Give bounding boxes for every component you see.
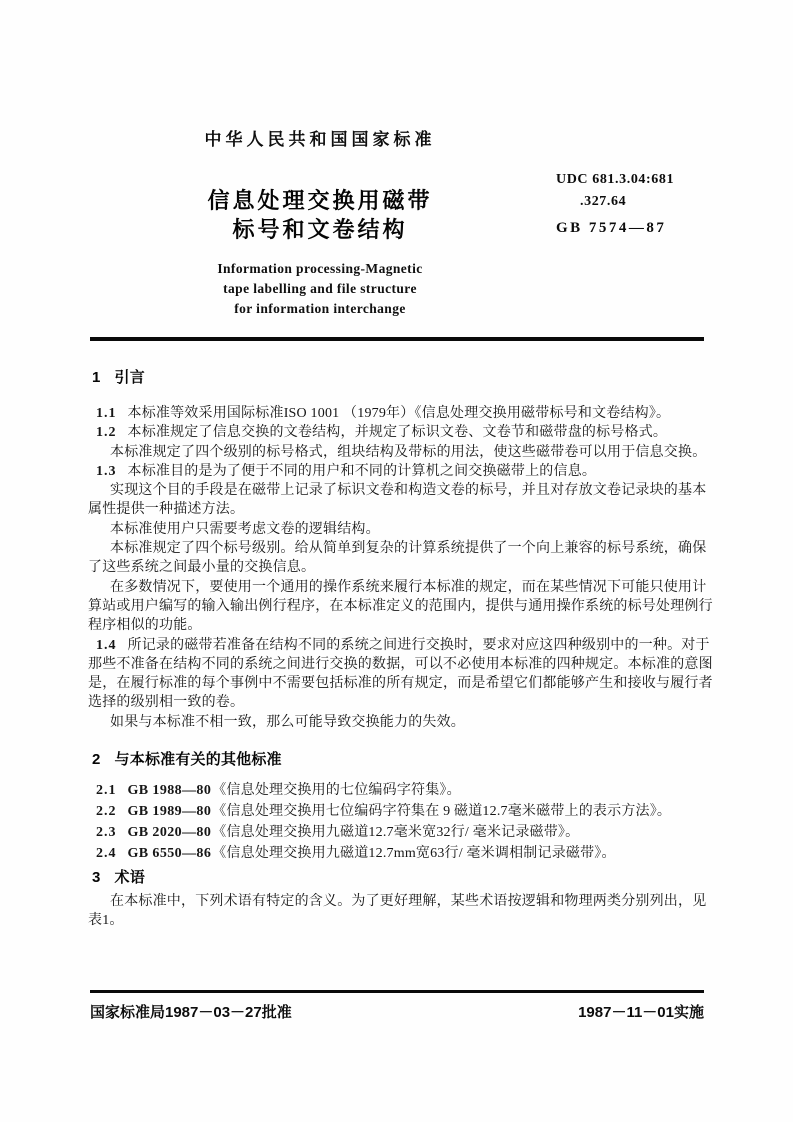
section-3-terminology: [88, 868, 713, 931]
title-en-line-1: Information processing-Magnetic: [217, 261, 423, 276]
clause-text: 选择的级别相一致的卷。: [88, 695, 245, 711]
section-title: 与本标准有关的其他标准: [114, 751, 282, 769]
body-line: [88, 616, 713, 635]
body-line: [88, 674, 713, 693]
section-number: 3: [92, 869, 101, 887]
body-line: [88, 693, 713, 712]
title-en-line-2: tape labelling and file structure: [223, 281, 417, 296]
clause-text: 所记录的磁带若准备在结构不同的系统之间进行交换时，要求对应这四种级别中的一种。对于: [127, 637, 710, 653]
body-line: [88, 597, 713, 616]
clause-text: 是，在履行标准的每个事例中不需要包括标准的所有规定，而是希望它们都能够产生和接收与履行者: [88, 676, 713, 692]
clause-label: 1.2: [96, 425, 117, 441]
body-line: [88, 892, 713, 911]
clause-label: 2.2: [96, 804, 117, 820]
document-header: [100, 125, 540, 319]
clause-label: 1.1: [96, 406, 117, 421]
clause-text: 本标准规定了四个标号级别。给从简单到复杂的计算系统提供了一个向上兼容的标号系统，确保: [110, 541, 707, 557]
section-1-introduction: [88, 368, 713, 732]
clause-text: 属性提供一种描述方法。: [88, 502, 245, 518]
clause-text: 那些不准备在结构不同的系统之间进行交换的数据，可以不必使用本标准的四种规定。本标准的意图: [88, 656, 713, 672]
standard-code: GB 2020—80: [127, 825, 212, 841]
standard-title-text: 《信息处理交换用九磁道12.7毫米宽32行/ 毫米记录磁带》。: [212, 825, 580, 841]
document-title-en: [100, 259, 540, 319]
section-heading: [88, 368, 713, 387]
body-line: [88, 713, 713, 732]
body-line: [88, 462, 713, 481]
clause-text: 表1。: [88, 913, 124, 929]
clause-text: 实现这个目的手段是在磁带上记录了标识文卷和构造文卷的标号，并且对存放文卷记录块的基本: [110, 483, 707, 499]
clause-text: 了这些系统之间最小量的交换信息。: [88, 560, 316, 576]
footer-divider: [90, 990, 704, 993]
body-line: [88, 500, 713, 519]
body-line: [88, 578, 713, 597]
section-number: 1: [92, 369, 101, 386]
body-line: [88, 911, 713, 930]
clause-label: 1.4: [96, 637, 117, 653]
standard-reference-line: [88, 843, 713, 864]
standard-title-text: 《信息处理交换用的七位编码字符集》。: [212, 783, 461, 799]
udc-number-line-2: .327.64: [580, 194, 627, 209]
standard-code: GB 1989—80: [127, 804, 212, 820]
clause-text: 本标准规定了信息交换的文卷结构，并规定了标识文卷、文卷节和磁带盘的标号格式。: [127, 425, 668, 441]
standard-number: GB 7574—87: [556, 220, 667, 236]
body-line: [88, 539, 713, 558]
clause-text: 本标准规定了四个级别的标号格式，组块结构及带标的用法，使这些磁带卷可以用于信息交换。: [110, 444, 707, 460]
body-line: [88, 636, 713, 655]
udc-number-line-1: UDC 681.3.04:681: [556, 172, 675, 187]
body-line: [88, 443, 713, 462]
body-line: [88, 558, 713, 577]
clause-label: 2.4: [96, 846, 117, 862]
body-line: [88, 655, 713, 674]
header-divider: [90, 337, 704, 341]
clause-text: 程序相似的功能。: [88, 618, 202, 634]
clause-text: 本标准使用户只需要考虑文卷的逻辑结构。: [110, 521, 380, 537]
body-line: [88, 481, 713, 500]
section-title: 引言: [114, 369, 145, 386]
clause-label: 1.3: [96, 463, 117, 479]
section-heading: [88, 868, 713, 887]
section-heading: [88, 750, 713, 769]
clause-text: 在多数情况下，要使用一个通用的操作系统来履行本标准的规定，而在某些情况下可能只使用计: [110, 579, 707, 595]
clause-text: 在本标准中，下列术语有特定的含义。为了更好理解，某些术语按逻辑和物理两类分别列出，见: [110, 894, 707, 910]
clause-text: 如果与本标准不相一致，那么可能导致交换能力的失效。: [110, 714, 465, 730]
standard-code: GB 1988—80: [127, 783, 212, 799]
clause-label: 2.3: [96, 825, 117, 841]
implementation-date: 1987－11－01实施: [578, 1004, 704, 1021]
standard-code: GB 6550—86: [127, 846, 212, 862]
body-line: [88, 423, 713, 442]
title-cn-line-2: 标号和文卷结构: [232, 217, 408, 242]
standard-org-title: 中华人民共和国国家标准: [204, 130, 436, 149]
section-title: 术语: [114, 869, 145, 887]
header-reference-block: [556, 172, 674, 237]
section-2-related-standards: [88, 750, 713, 864]
document-body: [88, 368, 713, 931]
standard-reference-line: [88, 780, 713, 801]
clause-label: 2.1: [96, 783, 117, 799]
standard-title-text: 《信息处理交换用九磁道12.7mm宽63行/ 毫米调相制记录磁带》。: [212, 846, 616, 862]
clause-text: 算站或用户编写的输入输出例行程序，在本标准定义的范围内，提供与通用操作系统的标号处理例行: [88, 598, 713, 614]
standard-reference-line: [88, 822, 713, 843]
title-en-line-3: for information interchange: [234, 301, 406, 316]
body-line: [88, 404, 713, 423]
body-line: [88, 520, 713, 539]
standard-title-text: 《信息处理交换用七位编码字符集在 9 磁道12.7毫米磁带上的表示方法》。: [212, 804, 672, 820]
title-cn-line-1: 信息处理交换用磁带: [207, 188, 433, 213]
clause-text: 本标准等效采用国际标准ISO 1001 （1979年）《信息处理交换用磁带标号和文卷结构》。: [127, 406, 671, 421]
approval-date: 国家标准局1987－03－27批准: [90, 1004, 292, 1021]
document-footer: [90, 1001, 704, 1022]
section-number: 2: [92, 751, 101, 769]
clause-text: 本标准目的是为了便于不同的用户和不同的计算机之间交换磁带上的信息。: [127, 463, 597, 479]
standard-reference-line: [88, 801, 713, 822]
document-title-cn: [100, 186, 540, 244]
